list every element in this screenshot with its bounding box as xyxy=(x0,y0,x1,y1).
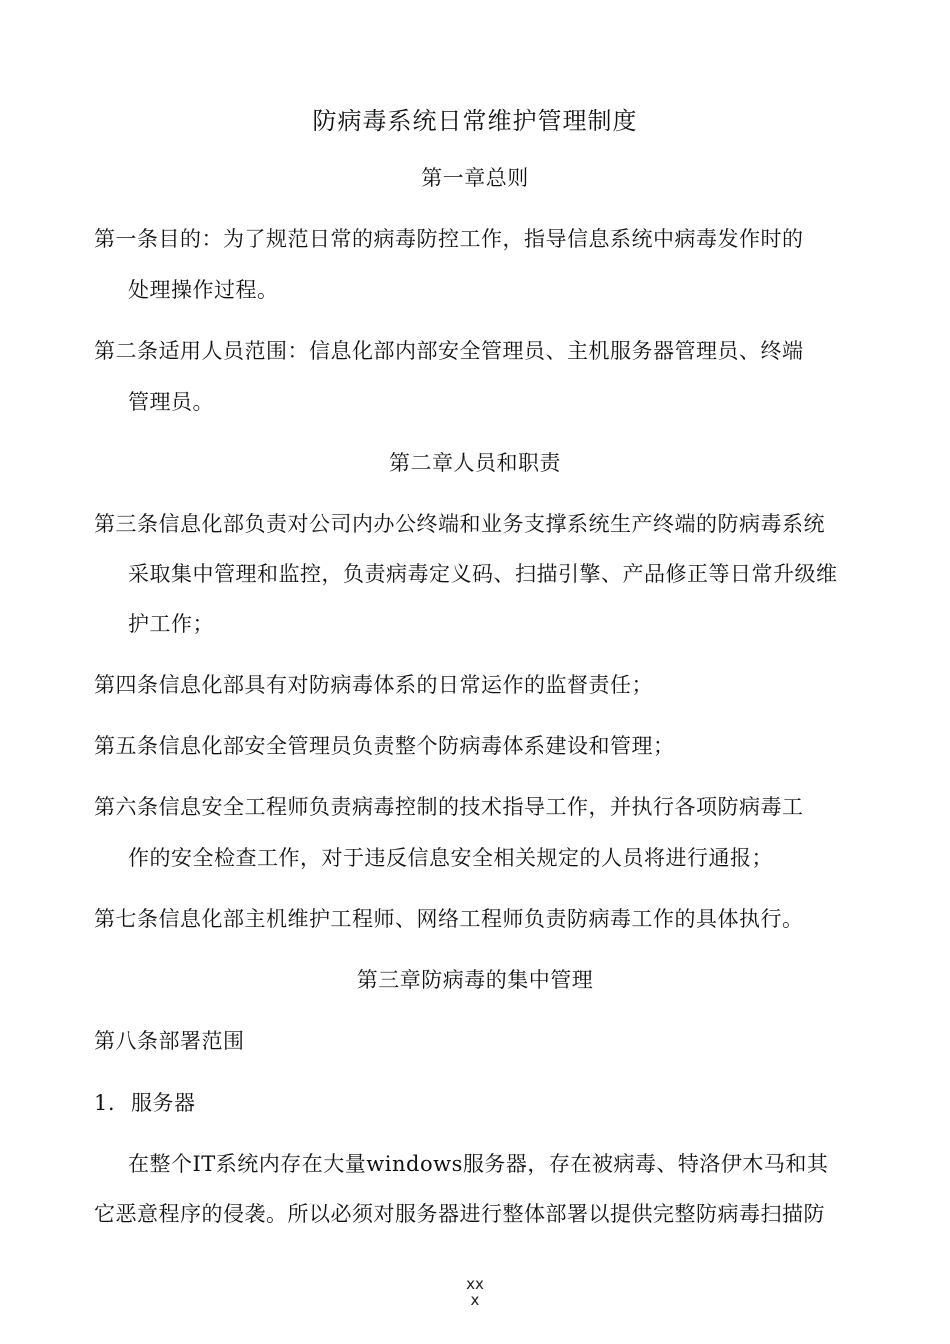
list-item-number: 1. xyxy=(94,1091,116,1115)
article-8: 第八条部署范围 xyxy=(94,1029,245,1053)
list-item-label: 服务器 xyxy=(131,1091,196,1115)
article-2-line-2: 管理员。 xyxy=(128,390,214,414)
article-7: 第七条信息化部主机维护工程师、网络工程师负责防病毒工作的具体执行。 xyxy=(94,907,804,931)
article-2-line-1: 第二条适用人员范围：信息化部内部安全管理员、主机服务器管理员、终端 xyxy=(94,339,804,363)
paragraph-line-1: 在整个IT系统内存在大量windows服务器，存在被病毒、特洛伊木马和其 xyxy=(128,1152,829,1176)
chapter-2-heading: 第二章人员和职责 xyxy=(389,451,561,475)
document-title: 防病毒系统日常维护管理制度 xyxy=(312,107,638,135)
article-5: 第五条信息化部安全管理员负责整个防病毒体系建设和管理； xyxy=(94,734,675,758)
chapter-3-heading: 第三章防病毒的集中管理 xyxy=(356,968,594,992)
article-3-line-3: 护工作； xyxy=(128,612,214,636)
article-3-line-1: 第三条信息化部负责对公司内办公终端和业务支撑系统生产终端的防病毒系统 xyxy=(94,512,825,536)
article-6-line-1: 第六条信息安全工程师负责病毒控制的技术指导工作，并执行各项防病毒工 xyxy=(94,795,804,819)
page-footer-line-2: x xyxy=(470,1291,480,1309)
article-4: 第四条信息化部具有对防病毒体系的日常运作的监督责任； xyxy=(94,673,653,697)
article-3-line-2: 采取集中管理和监控，负责病毒定义码、扫描引擎、产品修正等日常升级维 xyxy=(128,562,838,586)
chapter-1-heading: 第一章总则 xyxy=(421,166,529,190)
paragraph-line-2: 它恶意程序的侵袭。所以必须对服务器进行整体部署以提供完整防病毒扫描防 xyxy=(94,1202,825,1226)
article-6-line-2: 作的安全检查工作，对于违反信息安全相关规定的人员将进行通报； xyxy=(128,846,773,870)
article-1-line-2: 处理操作过程。 xyxy=(128,278,279,302)
page-footer-line-1: xx xyxy=(466,1275,484,1293)
article-1-line-1: 第一条目的：为了规范日常的病毒防控工作，指导信息系统中病毒发作时的 xyxy=(94,227,804,251)
